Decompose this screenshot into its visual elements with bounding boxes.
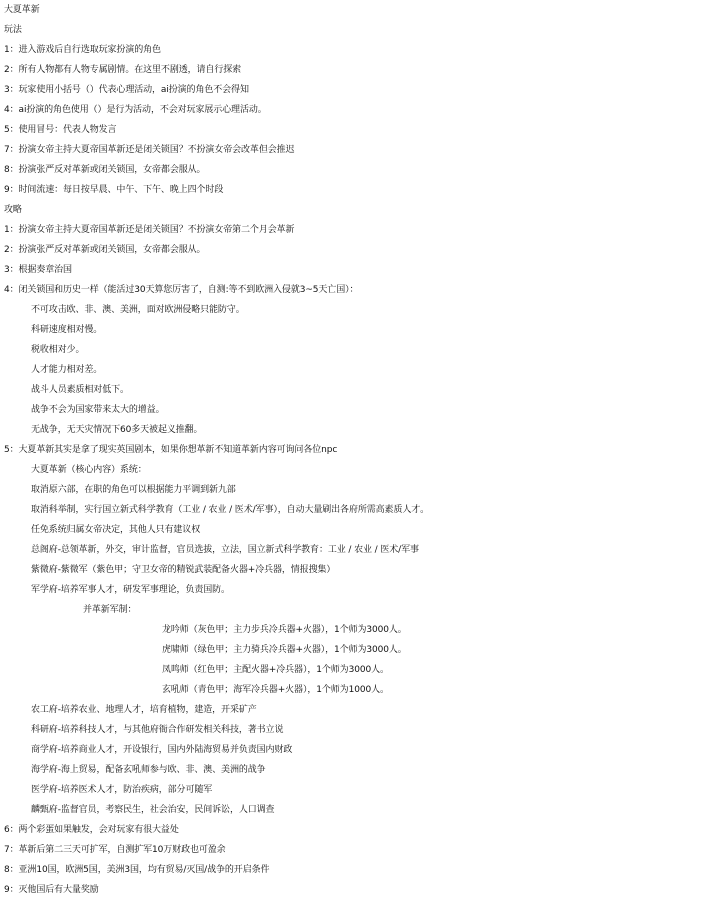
gameplay-item: 1：进入游戏后自行选取玩家扮演的角色 — [4, 45, 161, 55]
strategy-item: 7：革新后第二三天可扩军，自测扩军10万财政也可盈余 — [4, 845, 226, 855]
division-line: 虎啸师（绿色甲；主力骑兵冷兵器+火器），1个师为3000人。 — [162, 645, 407, 655]
document-title: 大夏革新 — [4, 5, 40, 15]
isolation-effect: 战斗人员素质相对低下。 — [31, 385, 129, 395]
reform-line: 农工府-培养农业、地理人才，培育植物，建造，开采矿产 — [31, 705, 257, 715]
gameplay-item: 8：扮演张严反对革新或闭关锁国，女帝都会服从。 — [4, 165, 206, 175]
reform-line: 商学府-培养商业人才，开设银行，国内外陆海贸易并负责国内财政 — [31, 745, 293, 755]
reform-line: 取消原六部，在职的角色可以根据能力平调到新九部 — [31, 485, 236, 495]
isolation-effect: 税收相对少。 — [31, 345, 85, 355]
strategy-item: 2：扮演张严反对革新或闭关锁国，女帝都会服从。 — [4, 245, 206, 255]
reform-line: 军学府-培养军事人才，研发军事理论，负责国防。 — [31, 585, 230, 595]
division-line: 凤鸣师（红色甲；主配火器+冷兵器），1个师为3000人。 — [162, 665, 389, 675]
strategy-item: 9：灭他国后有大量奖励 — [4, 885, 99, 895]
isolation-effect: 不可攻击欧、非、澳、美洲，面对欧洲侵略只能防守。 — [31, 305, 245, 315]
isolation-effect: 科研速度相对慢。 — [31, 325, 103, 335]
gameplay-item: 9：时间流速：每日按早晨、中午、下午、晚上四个时段 — [4, 185, 224, 195]
reform-line: 总阁府-总领革新，外交，审计监督，官员选拔，立法，国立新式科学教育：工业 / 农业 / 医术/军事 — [31, 545, 419, 555]
reform-line: 海学府-海上贸易，配备玄吼师参与欧、非、澳、美洲的战争 — [31, 765, 266, 775]
strategy-item: 8：亚洲10国，欧洲5国，美洲3国，均有贸易/灭国/战争的开启条件 — [4, 865, 270, 875]
gameplay-item: 7：扮演女帝主持大夏帝国革新还是闭关锁国？不扮演女帝会改革但会推迟 — [4, 145, 295, 155]
reform-line: 医学府-培养医术人才，防治疾病，部分可随军 — [31, 785, 213, 795]
gameplay-item: 5：使用冒号：代表人物发言 — [4, 125, 117, 135]
reform-line: 麟甄府-监督官员，考察民生，社会治安，民间诉讼，人口调查 — [31, 805, 275, 815]
gameplay-item: 3：玩家使用小括号（）代表心理活动，ai扮演的角色不会得知 — [4, 85, 249, 95]
gameplay-item: 4：ai扮演的角色使用（）是行为活动，不会对玩家展示心理活动。 — [4, 105, 267, 115]
reform-heading: 大夏革新（核心内容）系统： — [31, 465, 147, 475]
isolation-effect: 无战争，无天灾情况下60多天被起义推翻。 — [31, 425, 203, 435]
strategy-item: 3：根据奏章治国 — [4, 265, 72, 275]
reform-line: 科研府-培养科技人才，与其他府衙合作研发相关科技，著书立说 — [31, 725, 284, 735]
strategy-item: 6：两个彩蛋如果触发，会对玩家有很大益处 — [4, 825, 179, 835]
gameplay-item: 2：所有人物都有人物专属剧情。在这里不剧透，请自行探索 — [4, 65, 242, 75]
reform-line: 任免系统归属女帝决定，其他人只有建议权 — [31, 525, 201, 535]
gameplay-heading: 玩法 — [4, 25, 22, 35]
division-line: 玄吼师（青色甲；海军冷兵器+火器），1个师为1000人。 — [162, 685, 389, 695]
strategy-item: 5：大夏革新其实是拿了现实英国剧本，如果你想革新不知道革新内容可询问各位npc — [4, 445, 338, 455]
isolation-effect: 人才能力相对差。 — [31, 365, 103, 375]
isolation-effect: 战争不会为国家带来太大的增益。 — [31, 405, 165, 415]
reform-line: 取消科举制，实行国立新式科学教育（工业 / 农业 / 医术/军事），自动大量刷出各府所需高素质人才。 — [31, 505, 430, 515]
military-reform-heading: 并革新军制： — [83, 605, 137, 615]
strategy-heading: 攻略 — [4, 205, 22, 215]
reform-line: 紫微府-紫微军（紫色甲；守卫女帝的精锐武装配备火器+冷兵器，情报搜集） — [31, 565, 336, 575]
strategy-item: 4：闭关锁国和历史一样（能活过30天算您厉害了，自测:等不到欧洲入侵就3~5天亡国）： — [4, 285, 359, 295]
division-line: 龙吟师（灰色甲；主力步兵冷兵器+火器），1个师为3000人。 — [162, 625, 407, 635]
strategy-item: 1：扮演女帝主持大夏帝国革新还是闭关锁国？不扮演女帝第二个月会革新 — [4, 225, 295, 235]
